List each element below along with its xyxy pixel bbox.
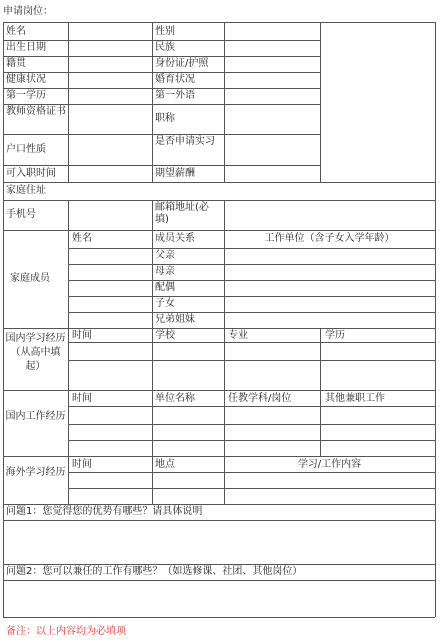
relation-spouse: 配偶 <box>155 282 175 293</box>
salary-label: 期望薪酬 <box>155 168 195 179</box>
family-section-label: 家庭成员 <box>10 273 50 284</box>
work-col-other: 其他兼职工作 <box>325 393 385 404</box>
start-date-label: 可入职时间 <box>6 168 56 179</box>
work-col-post: 任教学科/岗位 <box>228 393 292 404</box>
degree-label: 第一学历 <box>6 90 46 101</box>
overseas-col-content: 学习/工作内容 <box>297 459 362 470</box>
overseas-section-label: 海外学习经历 <box>5 467 66 478</box>
work-col-time: 时间 <box>72 393 92 404</box>
address-label: 家庭住址 <box>6 185 46 196</box>
relation-children: 子女 <box>155 298 175 309</box>
name-label: 姓名 <box>6 26 26 37</box>
relation-siblings: 兄弟姐妹 <box>155 314 195 325</box>
position-label: 申请岗位： <box>3 6 53 17</box>
relation-father: 父亲 <box>155 250 175 261</box>
relation-mother: 母亲 <box>155 266 175 277</box>
question-2: 问题2：您可以兼任的工作有哪些？（如选修课、社团、其他岗位） <box>6 566 303 577</box>
work-section-label: 国内工作经历 <box>5 411 66 422</box>
required-note: 备注：以上内容均为必填项 <box>6 626 126 637</box>
internship-label: 是否申请实习 <box>155 136 215 147</box>
edu-section-label: 国内学习经历（从高中填起） <box>5 333 66 372</box>
marital-label: 婚育状况 <box>155 74 195 85</box>
phone-label: 手机号 <box>6 209 36 220</box>
native-place-label: 籍贯 <box>6 58 26 69</box>
edu-col-school: 学校 <box>155 330 175 341</box>
title-label: 职称 <box>155 113 175 124</box>
teacher-cert-label: 教师资格证书 <box>6 106 66 117</box>
ethnicity-label: 民族 <box>155 42 175 53</box>
work-col-unit: 单位名称 <box>155 393 195 404</box>
email-label: 邮箱地址(必填) <box>155 202 209 225</box>
id-card-label: 身份证/护照 <box>155 58 209 69</box>
birth-label: 出生日期 <box>6 42 46 53</box>
family-col-name: 姓名 <box>72 233 92 244</box>
gender-label: 性别 <box>155 26 175 37</box>
hukou-label: 户口性质 <box>6 144 46 155</box>
health-label: 健康状况 <box>6 74 46 85</box>
family-col-relation: 成员关系 <box>155 233 195 244</box>
edu-col-time: 时间 <box>72 330 92 341</box>
edu-col-major: 专业 <box>228 330 248 341</box>
edu-col-degree: 学历 <box>325 330 345 341</box>
overseas-col-place: 地点 <box>155 459 175 470</box>
question-1: 问题1：您觉得您的优势有哪些？请具体说明 <box>6 506 203 517</box>
family-col-work: 工作单位（含子女入学年龄） <box>264 233 395 244</box>
overseas-col-time: 时间 <box>72 459 92 470</box>
foreign-language-label: 第一外语 <box>155 90 195 101</box>
